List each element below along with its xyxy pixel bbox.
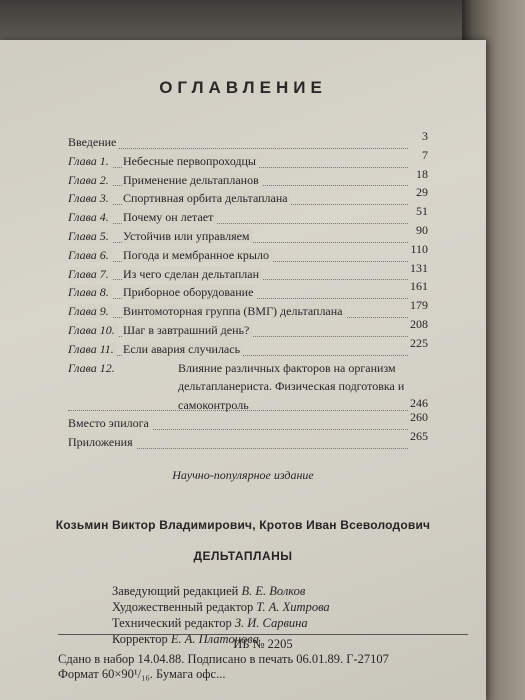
staff-role: Корректор (112, 632, 168, 646)
toc-entry-title: Шаг в завтрашний день? (123, 323, 252, 337)
toc-entry (68, 410, 428, 433)
toc-entry-title: Если авария случилась (123, 342, 243, 356)
toc-entry-label: Глава 11. (68, 342, 117, 356)
toc-entry (68, 166, 428, 190)
colophon (58, 634, 468, 682)
staff-line (112, 583, 330, 599)
toc-entry (68, 147, 428, 171)
ib-number: ИБ № 2205 (58, 634, 468, 652)
toc-entry (68, 129, 428, 152)
toc-entry-page: 3 (422, 129, 428, 143)
staff-name: Е. А. Платонова (170, 632, 259, 646)
background-top (0, 0, 525, 40)
toc-entry-label: Глава 12. (68, 360, 115, 375)
staff-role: Технический редактор (112, 616, 232, 630)
toc-entry (68, 204, 428, 227)
toc-entry-label: Глава 1. (68, 154, 112, 168)
toc-entry-title: Винтомоторная группа (ВМГ) дельтаплана (123, 304, 346, 318)
toc-entry-label: Глава 4. (68, 210, 112, 224)
toc-entry-page: 110 (410, 241, 428, 256)
toc-entry-title: Влияние различных факторов на организм дельтапланериста. Физическая подготовка и самоконтроль (178, 360, 405, 412)
toc-entry-title: Спортивная орбита дельтаплана (123, 191, 291, 205)
toc-entry-page: 161 (410, 279, 428, 294)
toc-entry-page: 131 (410, 260, 428, 275)
toc-entry-title: Из чего сделан дельтаплан (123, 267, 262, 281)
toc-heading: ОГЛАВЛЕНИЕ (159, 78, 327, 97)
toc-entry (68, 260, 428, 284)
toc-entry-label: Глава 6. (68, 248, 112, 262)
toc-entry-page: 225 (410, 335, 428, 350)
staff-name: Т. А. Хитрова (256, 600, 330, 614)
toc-entry (68, 222, 428, 246)
toc-entry-title: Введение (68, 135, 119, 149)
toc-entry-page: 29 (416, 185, 428, 200)
toc-entry-page: 18 (416, 166, 428, 181)
toc-entry-label: Глава 9. (68, 304, 112, 318)
toc-entry-title: Приложения (68, 435, 136, 449)
toc-entry-label: Глава 7. (68, 267, 112, 281)
toc-entry-page: 208 (410, 316, 428, 331)
toc-entry (68, 298, 428, 321)
toc-entry-title: Небесные первопроходцы (123, 154, 259, 168)
toc-entry-label: Глава 2. (68, 173, 112, 187)
toc-entry-title: Почему он летает (123, 210, 216, 224)
staff-role: Заведующий редакцией (112, 584, 239, 598)
staff-line (112, 615, 330, 631)
toc-entry-page: 260 (410, 410, 428, 425)
colophon-line: Формат 60×90¹/₁₆. Бумага офс... (58, 667, 226, 681)
toc-entry-title: Вместо эпилога (68, 416, 152, 430)
toc-entry-label: Глава 3. (68, 191, 112, 205)
book-title: ДЕЛЬТАПЛАНЫ (193, 549, 293, 563)
toc-entry (68, 429, 428, 452)
toc-entry (68, 359, 428, 415)
staff-name: З. И. Сарвина (234, 616, 308, 630)
toc-entry-title: Погода и мембранное крыло (123, 248, 272, 262)
toc-entry-page: 265 (410, 429, 428, 444)
toc-entry-page: 246 (410, 396, 428, 411)
staff-name: В. Е. Волков (241, 584, 306, 598)
toc-entry (68, 185, 428, 208)
toc-entry-label: Глава 10. (68, 323, 118, 337)
toc-entry (68, 316, 428, 340)
toc-entry-page: 179 (410, 298, 428, 313)
staff-line (112, 599, 330, 615)
authors-line: Козьмин Виктор Владимирович, Кротов Иван Всеволодович (55, 518, 431, 532)
toc-entry-title: Применение дельтапланов (123, 173, 262, 187)
toc-entry-title: Устойчив или управляем (123, 229, 253, 243)
toc-entry-label: Глава 8. (68, 285, 112, 299)
toc-entry (68, 241, 428, 265)
toc-entry-title: Приборное оборудование (123, 285, 256, 299)
toc-entry-page: 90 (416, 222, 428, 237)
toc-entry (68, 279, 428, 302)
toc-entry-page: 7 (422, 147, 428, 162)
colophon-line: Сдано в набор 14.04.88. Подписано в печать 06.01.89. Г-27107 (58, 652, 389, 666)
toc-entry-label: Глава 5. (68, 229, 112, 243)
book-page (0, 40, 486, 700)
leader-dots (68, 223, 408, 224)
staff-role: Художественный редактор (112, 600, 254, 614)
toc-entry-page: 51 (416, 204, 428, 219)
publication-type: Научно-популярное издание (172, 468, 314, 482)
table-of-contents (68, 129, 428, 452)
toc-entry (68, 335, 428, 359)
